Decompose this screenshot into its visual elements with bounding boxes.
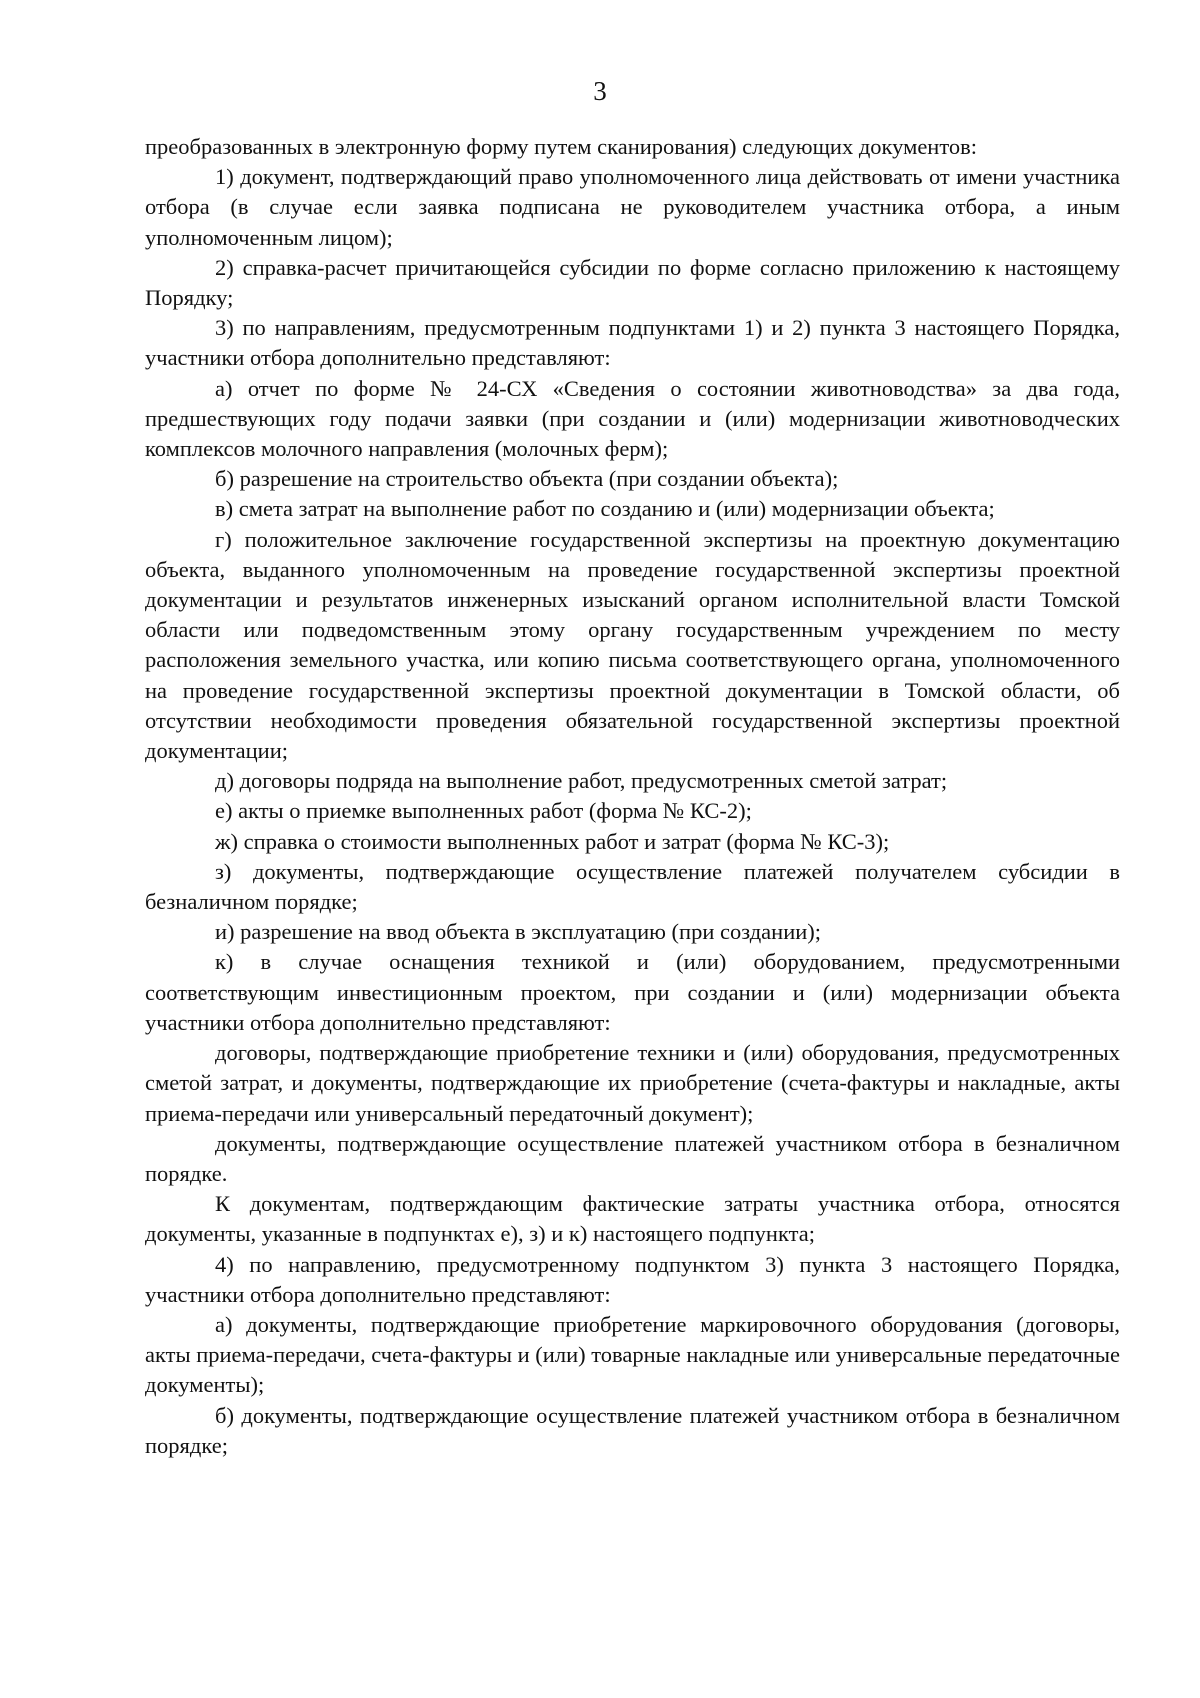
paragraph-item-3e: е) акты о приемке выполненных работ (форма № КС-2); xyxy=(215,798,752,824)
paragraph-item-3i: и) разрешение на ввод объекта в эксплуатацию (при создании); xyxy=(215,919,822,945)
paragraph-item-3v: в) смета затрат на выполнение работ по созданию и (или) модернизации объекта; xyxy=(215,496,995,522)
paragraph-item-1: 1) документ, подтверждающий право уполномоченного лица действовать от имени участника отбора (в случае если заявка подписана не руководителем участника отбора, а иным уполномоченным лицом); xyxy=(145,164,1120,250)
paragraph-continuation: преобразованных в электронную форму путем сканирования) следующих документов: xyxy=(145,134,978,159)
paragraph-item-2: 2) справка-расчет причитающейся субсидии по форме согласно приложению к настоящему Порядку; xyxy=(145,254,1120,311)
paragraph-item-3k-contracts: договоры, подтверждающие приобретение техники и (или) оборудования, предусмотренных сметой затрат, и документы, подтверждающие их приобретение (счета-фактуры и накладные, акты приема-передачи или универсальный передаточный документ); xyxy=(145,1040,1120,1126)
paragraph-item-3d: д) договоры подряда на выполнение работ, предусмотренных сметой затрат; xyxy=(215,768,948,794)
paragraph-item-3: 3) по направлениям, предусмотренным подпунктами 1) и 2) пункта 3 настоящего Порядка, участники отбора дополнительно представляют: xyxy=(145,315,1120,371)
paragraph-item-3g: г) положительное заключение государственной экспертизы на проектную документацию объекта, выданного уполномоченным на проведение государственной экспертизы проектной документации и результатов инженерных изысканий органом исполнительной власти Томской области или подведомственным этому органу государственным учреждением по месту расположения земельного участка, или копию письма соответствующего органа, уполномоченного на проведение государственной экспертизы проектной документации в Томской области, об отсутствии необходимости проведения обязательной государственной экспертизы проектной документации; xyxy=(145,526,1120,764)
page-number: 3 xyxy=(593,76,607,106)
paragraph-item-3k-payments: документы, подтверждающие осуществление платежей участником отбора в безналичном порядке. xyxy=(145,1130,1120,1186)
paragraph-item-4b: б) документы, подтверждающие осуществление платежей участником отбора в безналичном порядке; xyxy=(145,1402,1120,1458)
paragraph-item-3zh: ж) справка о стоимости выполненных работ и затрат (форма № КС-3); xyxy=(215,828,890,854)
paragraph-actual-costs: К документам, подтверждающим фактические затраты участника отбора, относятся документы, указанные в подпунктах е), з) и к) настоящего подпункта; xyxy=(145,1191,1120,1247)
paragraph-item-3b: б) разрешение на строительство объекта (при создании объекта); xyxy=(215,466,839,492)
paragraph-item-3z: з) документы, подтверждающие осуществление платежей получателем субсидии в безналичном порядке; xyxy=(145,858,1120,915)
paragraph-item-4: 4) по направлению, предусмотренному подпунктом 3) пункта 3 настоящего Порядка, участники отбора дополнительно представляют: xyxy=(145,1251,1120,1307)
paragraph-item-3k: к) в случае оснащения техникой и (или) оборудованием, предусмотренными соответствующим инвестиционным проектом, при создании и (или) модернизации объекта участники отбора дополнительно представляют: xyxy=(145,949,1120,1035)
document-body xyxy=(145,132,1120,1461)
paragraph-item-4a: а) документы, подтверждающие приобретение маркировочного оборудования (договоры, акты приема-передачи, счета-фактуры и (или) товарные накладные или универсальные передаточные документы); xyxy=(145,1311,1120,1398)
paragraph-item-3a: а) отчет по форме № 24-СХ «Сведения о состоянии животноводства» за два года, предшествующих году подачи заявки (при создании и (или) модернизации животноводческих комплексов молочного направления (молочных ферм); xyxy=(145,375,1120,462)
